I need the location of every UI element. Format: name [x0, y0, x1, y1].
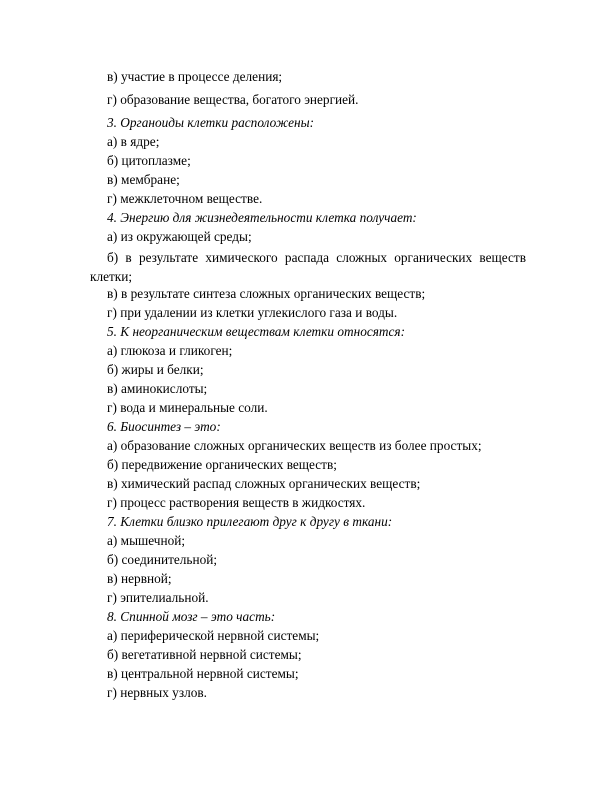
question-heading: 7. Клетки близко прилегают друг к другу в ткани: [107, 514, 393, 529]
answer-option: б) соединительной; [107, 552, 218, 567]
question-heading: 3. Органоиды клетки расположены: [107, 115, 315, 130]
answer-option: а) глюкоза и гликоген; [107, 343, 233, 358]
answer-option: а) в ядре; [107, 134, 160, 149]
answer-option: г) при удалении из клетки углекислого газа и воды. [107, 305, 398, 320]
answer-option: в) химический распад сложных органических веществ; [107, 476, 421, 491]
answer-option: б) вегетативной нервной системы; [107, 647, 302, 662]
answer-option: г) вода и минеральные соли. [107, 400, 268, 415]
question-heading: 8. Спинной мозг – это часть: [107, 609, 276, 624]
answer-option: г) образование вещества, богатого энергией. [107, 92, 359, 107]
answer-option: в) в результате синтеза сложных органических веществ; [107, 286, 426, 301]
answer-option: а) периферической нервной системы; [107, 628, 320, 643]
answer-option: а) из окружающей среды; [107, 229, 252, 244]
answer-option: б) цитоплазме; [107, 153, 191, 168]
answer-option: г) межклеточном веществе. [107, 191, 263, 206]
answer-option: г) нервных узлов. [107, 685, 207, 700]
answer-option: б) жиры и белки; [107, 362, 204, 377]
answer-option: б) передвижение органических веществ; [107, 457, 337, 472]
answer-option: г) эпителиальной. [107, 590, 209, 605]
answer-option: а) образование сложных органических веществ из более простых; [107, 438, 482, 453]
answer-option: а) мышечной; [107, 533, 186, 548]
answer-option: в) нервной; [107, 571, 172, 586]
question-heading: 4. Энергию для жизнедеятельности клетка получает: [107, 210, 417, 225]
answer-option: в) участие в процессе деления; [107, 69, 283, 84]
answer-option: в) центральной нервной системы; [107, 666, 299, 681]
answer-option: в) аминокислоты; [107, 381, 208, 396]
question-heading: 6. Биосинтез – это: [107, 419, 221, 434]
question-heading: 5. К неорганическим веществам клетки относятся: [107, 324, 406, 339]
answer-option: б) в результате химического распада сложных органических веществ клетки; [90, 250, 526, 284]
answer-option: г) процесс растворения веществ в жидкостях. [107, 495, 366, 510]
answer-option: в) мембране; [107, 172, 180, 187]
